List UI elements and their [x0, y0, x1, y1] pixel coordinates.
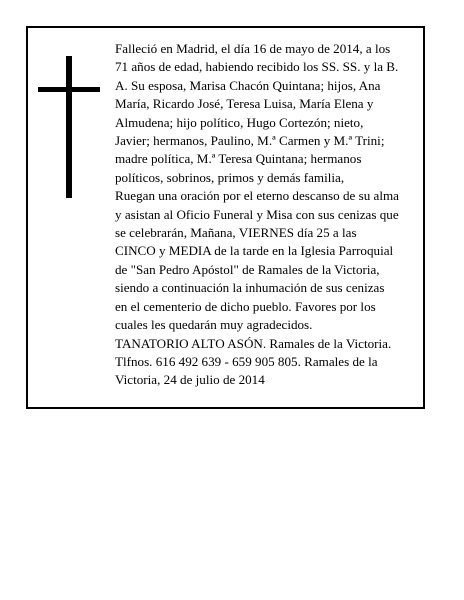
cross-icon [38, 56, 100, 198]
obituary-request-text: Ruegan una oración por el eterno descanso de su alma y asistan al Oficio Funeral y Misa con sus cenizas que se celebrarán, Mañana, VIERNES día 25 a las CINCO y MEDIA de la tarde en la Iglesia Parroquial de "San Pedro Apóstol" de Ramales de la Victoria, siendo a continuación la inhumación de sus cenizas en el cementerio de dicho pueblo. Favores por los cuales les quedarán muy agradecidos. [115, 188, 399, 333]
obituary-text-block [115, 40, 399, 390]
funeral-home-text: TANATORIO ALTO ASÓN. Ramales de la Victoria. Tlfnos. 616 492 639 - 659 905 805. Ramales de la Victoria, 24 de julio de 2014 [115, 335, 392, 388]
cross-vertical-bar [66, 56, 72, 198]
obituary-body-text: Falleció en Madrid, el día 16 de mayo de 2014, a los 71 años de edad, habiendo recibido los SS. SS. y la B. A. Su esposa, Marisa Chacón Quintana; hijos, Ana María, Ricardo José, Teresa Luisa, María Elena y Almudena; hijo político, Hugo Cortezón; nieto, Javier; hermanos, Paulino, M.ª Carmen y M.ª Trini; madre política, M.ª Teresa Quintana; hermanos políticos, sobrinos, primos y demás familia, [115, 41, 399, 185]
cross-horizontal-bar [38, 87, 100, 92]
obituary-notice [26, 26, 425, 409]
